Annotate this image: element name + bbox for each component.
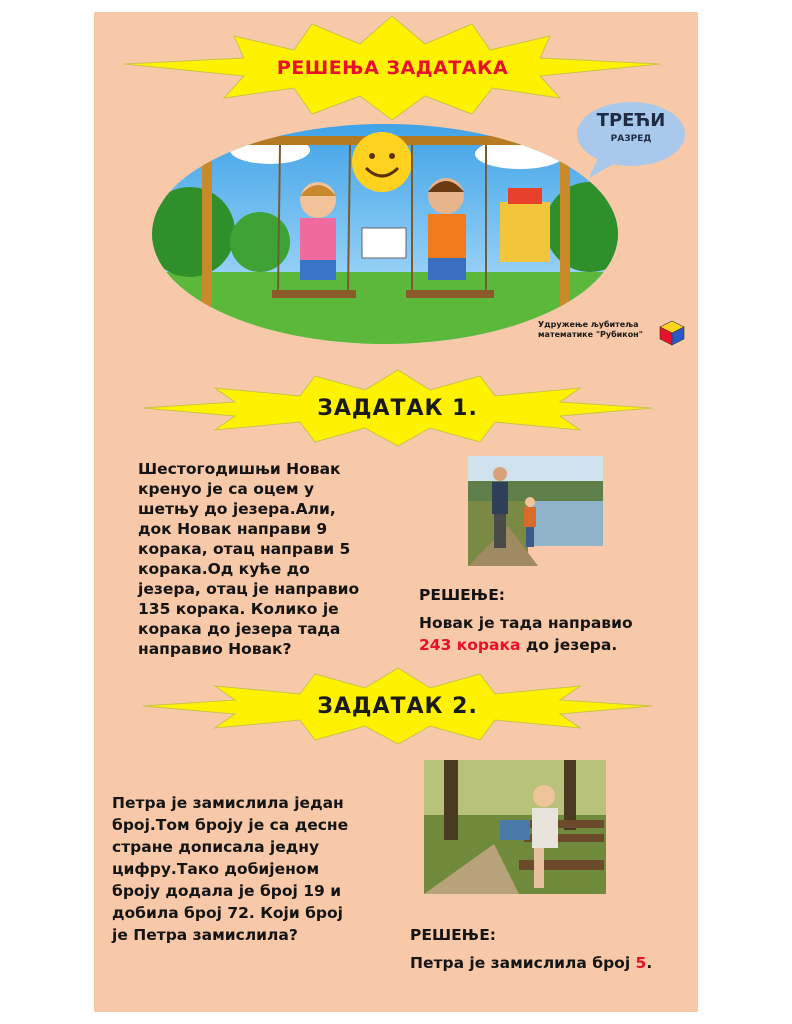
association-label — [538, 320, 660, 340]
task1-solution — [419, 612, 689, 656]
task2-solution-suffix: . — [646, 954, 653, 972]
task2-solution-prefix: Петра је замислила број — [410, 954, 636, 972]
task1-line: корака.Од куће до — [138, 560, 310, 578]
task1-solution-label: РЕШЕЊЕ: — [419, 586, 505, 604]
task1-line: 135 корака. Колико је — [138, 600, 339, 618]
task2-line: Петра је замислила један — [112, 794, 344, 812]
task1-line: Шестогодишњи Новак — [138, 460, 341, 478]
task2-line: броју додала је број 19 и — [112, 882, 342, 900]
task2-line: стране дописала једну — [112, 838, 320, 856]
task1-photo — [468, 456, 603, 566]
page-title: РЕШЕЊА ЗАДАТАКА — [276, 57, 509, 79]
task1-burst — [140, 368, 655, 448]
task2-solution-label: РЕШЕЊЕ: — [410, 926, 496, 944]
task1-answer: 243 корака — [419, 636, 521, 654]
grade-label: ТРЕЋИ — [596, 110, 666, 131]
task2-burst — [140, 666, 655, 746]
task1-line: шетњу до језера.Али, — [138, 500, 336, 518]
association-line-2: математике "Рубикон" — [538, 330, 643, 339]
task1-heading: ЗАДАТАК 1. — [317, 395, 478, 421]
task1-line: док Новак направи 9 — [138, 520, 328, 538]
task1-line: корака до језера тада — [138, 620, 341, 638]
task2-line: добила број 72. Који број — [112, 904, 343, 922]
task2-problem — [112, 792, 412, 946]
task2-line: цифру.Тако добијеном — [112, 860, 320, 878]
task1-line: језера, отац је направио — [138, 580, 360, 598]
task2-solution — [410, 952, 700, 974]
task1-line: направио Новак? — [138, 640, 292, 658]
task2-line: је Петра замислила? — [112, 926, 298, 944]
task1-solution-line1: Новак је тада направио — [419, 614, 633, 632]
association-line-1: Удружење љубитеља — [538, 320, 639, 329]
task1-solution-line2 — [419, 634, 689, 656]
task2-answer: 5 — [635, 954, 647, 972]
task1-line: корака, отац направи 5 — [138, 540, 351, 558]
task1-line: кренуо је са оцем у — [138, 480, 315, 498]
task1-solution-rest: до језера. — [520, 636, 618, 654]
task1-problem — [138, 459, 398, 659]
task2-photo — [424, 760, 606, 894]
task2-line: број.Том броју је са десне — [112, 816, 349, 834]
rubiks-cube-icon — [659, 320, 685, 346]
task2-heading: ЗАДАТАК 2. — [317, 693, 478, 719]
grade-sublabel: РАЗРЕД — [610, 134, 652, 144]
hero-illustration — [150, 122, 620, 347]
